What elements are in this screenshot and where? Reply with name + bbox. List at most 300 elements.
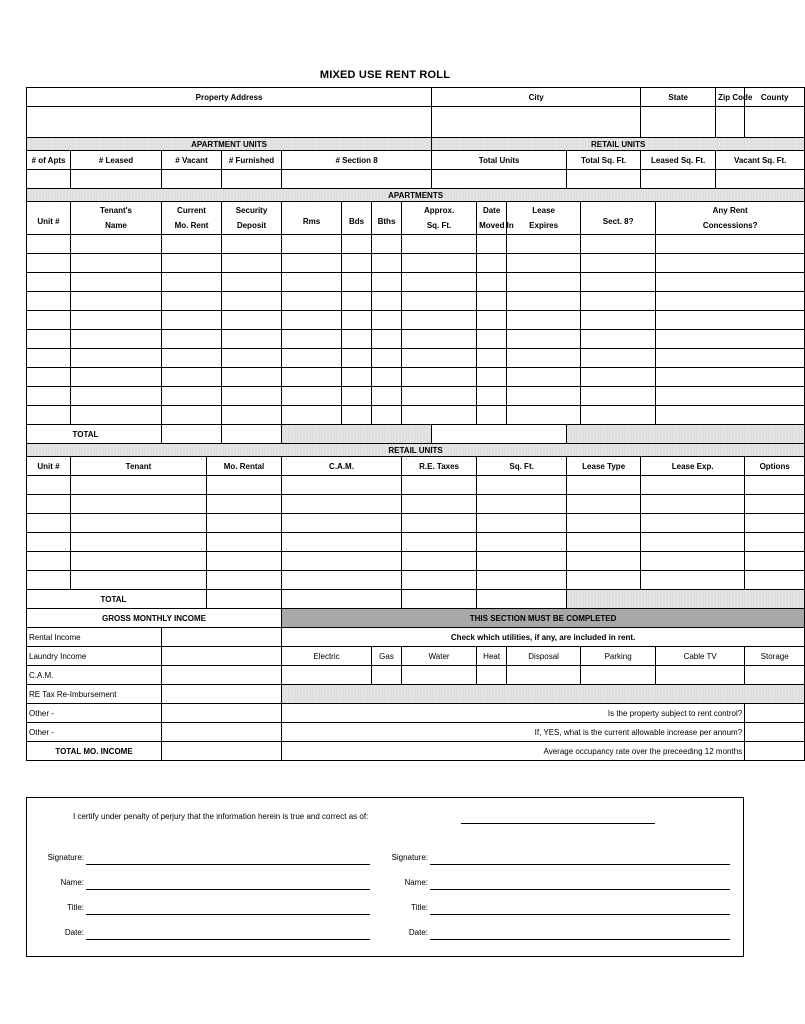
apt-cell-moved-in[interactable] <box>477 254 507 273</box>
apt-cell-beds[interactable] <box>342 292 372 311</box>
signature-line-right[interactable] <box>430 864 730 865</box>
signature-label-left: Signature: <box>47 853 84 862</box>
retail-cell-lease-type[interactable] <box>567 476 641 495</box>
section8-count-label: # Section 8 <box>282 151 432 170</box>
retail-header-row <box>27 457 805 476</box>
title-label-left: Title: <box>66 903 84 912</box>
name-line-left[interactable] <box>86 889 370 890</box>
retail-row <box>27 476 805 495</box>
utility-heat-check[interactable] <box>477 666 507 685</box>
apt-cell-unit[interactable] <box>27 368 71 387</box>
apartment-row <box>27 311 805 330</box>
apt-cell-unit[interactable] <box>27 406 71 425</box>
retail-cell-options[interactable] <box>745 476 805 495</box>
apt-cell-sect8[interactable] <box>581 254 656 273</box>
apt-cell-sect8[interactable] <box>581 349 656 368</box>
income-field-cam[interactable] <box>162 666 282 685</box>
apt-cell-lease-expires[interactable] <box>507 387 581 406</box>
apt-cell-rooms[interactable] <box>282 406 342 425</box>
apt-total-blank <box>27 425 71 444</box>
zip-field[interactable] <box>716 107 745 138</box>
total-units-label: Total Units <box>432 151 567 170</box>
retail-cell-unit[interactable] <box>27 495 71 514</box>
apt-cell-name[interactable] <box>71 235 162 254</box>
apt-cell-baths[interactable] <box>372 273 402 292</box>
retail-col-lease-exp: Lease Exp. <box>641 457 745 476</box>
retail-cell-lease-exp[interactable] <box>641 514 745 533</box>
total-income-label: TOTAL MO. INCOME <box>27 742 162 761</box>
retail-cell-unit[interactable] <box>27 476 71 495</box>
apt-cell-moved-in[interactable] <box>477 330 507 349</box>
signature-line-left[interactable] <box>86 864 370 865</box>
zip-label: Zip Code <box>716 88 745 107</box>
retail-total-blank <box>27 590 71 609</box>
utility-storage-label: Storage <box>745 647 805 666</box>
apt-cell-baths[interactable] <box>372 330 402 349</box>
retail-total-cam[interactable] <box>282 590 402 609</box>
apt-cell-sqft[interactable] <box>402 406 477 425</box>
retail-total-sqft[interactable] <box>477 590 567 609</box>
retail-cell-taxes[interactable] <box>402 495 477 514</box>
apt-cell-lease-expires[interactable] <box>507 330 581 349</box>
retail-cell-tenant[interactable] <box>71 571 207 590</box>
apt-col-deposit: Security Deposit <box>222 202 282 235</box>
apt-cell-lease-expires[interactable] <box>507 235 581 254</box>
apt-col-moved-in: Date Moved In <box>477 202 507 235</box>
apt-cell-baths[interactable] <box>372 406 402 425</box>
apt-cell-rent[interactable] <box>162 292 222 311</box>
total-income-field[interactable] <box>162 742 282 761</box>
apt-cell-name[interactable] <box>71 387 162 406</box>
apt-cell-sect8[interactable] <box>581 406 656 425</box>
retail-cell-tenant[interactable] <box>71 476 207 495</box>
retail-cell-tenant[interactable] <box>71 552 207 571</box>
retail-cell-unit[interactable] <box>27 552 71 571</box>
apt-cell-moved-in[interactable] <box>477 387 507 406</box>
apt-cell-lease-expires[interactable] <box>507 254 581 273</box>
apt-cell-lease-expires[interactable] <box>507 292 581 311</box>
apt-cell-moved-in[interactable] <box>477 349 507 368</box>
apt-cell-rooms[interactable] <box>282 330 342 349</box>
apt-cell-deposit[interactable] <box>222 349 282 368</box>
apartment-row <box>27 387 805 406</box>
income-field-other-1[interactable] <box>162 704 282 723</box>
apt-cell-sqft[interactable] <box>402 368 477 387</box>
apt-cell-unit[interactable] <box>27 254 71 273</box>
apt-cell-beds[interactable] <box>342 273 372 292</box>
apt-col-name: Tenant's Name <box>71 202 162 235</box>
apt-cell-moved-in[interactable] <box>477 406 507 425</box>
retail-cell-options[interactable] <box>745 533 805 552</box>
apt-cell-concessions[interactable] <box>656 368 805 387</box>
signature-label-right: Signature: <box>391 853 428 862</box>
apt-cell-deposit[interactable] <box>222 311 282 330</box>
apt-cell-sqft[interactable] <box>402 330 477 349</box>
apt-col-unit: Unit # <box>27 202 71 235</box>
apt-cell-deposit[interactable] <box>222 387 282 406</box>
retail-col-sqft: Sq. Ft. <box>477 457 567 476</box>
retail-total-row <box>27 590 805 609</box>
income-label-re-tax: RE Tax Re-Imbursement <box>27 685 162 704</box>
apt-cell-deposit[interactable] <box>222 235 282 254</box>
apt-col-lease-expires: Lease Expires <box>507 202 581 235</box>
apt-cell-sqft[interactable] <box>402 254 477 273</box>
retail-cell-lease-type[interactable] <box>567 552 641 571</box>
leased-sqft-label: Leased Sq. Ft. <box>641 151 716 170</box>
title-line-right[interactable] <box>430 914 730 915</box>
retail-cell-rental[interactable] <box>207 571 282 590</box>
apt-cell-beds[interactable] <box>342 406 372 425</box>
retail-cell-sqft[interactable] <box>477 552 567 571</box>
retail-cell-tenant[interactable] <box>71 495 207 514</box>
retail-cell-lease-exp[interactable] <box>641 571 745 590</box>
apt-cell-beds[interactable] <box>342 311 372 330</box>
retail-cell-taxes[interactable] <box>402 514 477 533</box>
retail-cell-taxes[interactable] <box>402 571 477 590</box>
retail-cell-unit[interactable] <box>27 533 71 552</box>
utility-storage-check[interactable] <box>745 666 805 685</box>
utility-cable-check[interactable] <box>656 666 745 685</box>
occupancy-question: Average occupancy rate over the preceeding 12 months <box>282 742 745 761</box>
apt-cell-concessions[interactable] <box>656 330 805 349</box>
apt-cell-sqft[interactable] <box>402 311 477 330</box>
apt-cell-sect8[interactable] <box>581 273 656 292</box>
retail-total-label: TOTAL <box>71 590 207 609</box>
apt-cell-concessions[interactable] <box>656 292 805 311</box>
utility-electric-check[interactable] <box>282 666 372 685</box>
apt-cell-sqft[interactable] <box>402 235 477 254</box>
furnished-count-field[interactable] <box>222 170 282 189</box>
apt-cell-baths[interactable] <box>372 349 402 368</box>
apt-cell-moved-in[interactable] <box>477 235 507 254</box>
utility-parking-label: Parking <box>581 647 656 666</box>
apt-cell-rent[interactable] <box>162 235 222 254</box>
apt-cell-rooms[interactable] <box>282 368 342 387</box>
apt-cell-sqft[interactable] <box>402 387 477 406</box>
apt-cell-rooms[interactable] <box>282 273 342 292</box>
retail-row <box>27 552 805 571</box>
retail-cell-rental[interactable] <box>207 495 282 514</box>
retail-cell-rental[interactable] <box>207 533 282 552</box>
apt-cell-deposit[interactable] <box>222 292 282 311</box>
apt-cell-baths[interactable] <box>372 368 402 387</box>
utility-parking-check[interactable] <box>581 666 656 685</box>
apt-cell-lease-expires[interactable] <box>507 273 581 292</box>
apt-cell-unit[interactable] <box>27 349 71 368</box>
retail-total-rental[interactable] <box>207 590 282 609</box>
apt-cell-name[interactable] <box>71 292 162 311</box>
apt-cell-name[interactable] <box>71 406 162 425</box>
apt-cell-unit[interactable] <box>27 311 71 330</box>
apt-cell-baths[interactable] <box>372 235 402 254</box>
retail-cell-sqft[interactable] <box>477 571 567 590</box>
apt-cell-lease-expires[interactable] <box>507 349 581 368</box>
apartment-row <box>27 349 805 368</box>
total-sqft-field[interactable] <box>567 170 641 189</box>
apt-cell-concessions[interactable] <box>656 235 805 254</box>
income-field-laundry[interactable] <box>162 647 282 666</box>
retail-cell-lease-type[interactable] <box>567 514 641 533</box>
vacant-count-field[interactable] <box>162 170 222 189</box>
section-shaded-spacer <box>282 685 805 704</box>
vacant-sqft-field[interactable] <box>716 170 805 189</box>
leased-count-field[interactable] <box>71 170 162 189</box>
retail-cell-tenant[interactable] <box>71 514 207 533</box>
apt-cell-concessions[interactable] <box>656 311 805 330</box>
apt-cell-sect8[interactable] <box>581 368 656 387</box>
retail-cell-rental[interactable] <box>207 476 282 495</box>
title-line-left[interactable] <box>86 914 370 915</box>
retail-cell-lease-type[interactable] <box>567 571 641 590</box>
income-label-other-1: Other - <box>27 704 162 723</box>
property-address-label: Property Address <box>27 88 432 107</box>
total-units-field[interactable] <box>432 170 567 189</box>
apt-cell-unit[interactable] <box>27 387 71 406</box>
retail-cell-taxes[interactable] <box>402 552 477 571</box>
apt-col-baths: Bths <box>372 202 402 235</box>
certification-box <box>26 797 744 957</box>
apt-cell-concessions[interactable] <box>656 254 805 273</box>
apt-cell-rooms[interactable] <box>282 235 342 254</box>
apts-count-field[interactable] <box>27 170 71 189</box>
property-address-field[interactable] <box>27 107 432 138</box>
apt-cell-beds[interactable] <box>342 254 372 273</box>
apt-cell-moved-in[interactable] <box>477 311 507 330</box>
apt-cell-sqft[interactable] <box>402 292 477 311</box>
retail-cell-lease-type[interactable] <box>567 495 641 514</box>
apt-cell-moved-in[interactable] <box>477 368 507 387</box>
apt-cell-beds[interactable] <box>342 349 372 368</box>
date-label-right: Date: <box>408 928 428 937</box>
apt-cell-deposit[interactable] <box>222 330 282 349</box>
apartments-heading: APARTMENTS <box>27 189 805 202</box>
apt-cell-name[interactable] <box>71 273 162 292</box>
certification-date-line[interactable] <box>461 823 655 824</box>
apartment-row <box>27 235 805 254</box>
apt-cell-rent[interactable] <box>162 368 222 387</box>
apt-cell-baths[interactable] <box>372 254 402 273</box>
total-sqft-label: Total Sq. Ft. <box>567 151 641 170</box>
rent-control-answer[interactable] <box>745 704 805 723</box>
retail-total-shaded <box>567 590 805 609</box>
retail-cell-sqft[interactable] <box>477 476 567 495</box>
apt-cell-sqft[interactable] <box>402 349 477 368</box>
apt-cell-baths[interactable] <box>372 311 402 330</box>
apt-cell-concessions[interactable] <box>656 273 805 292</box>
retail-cell-unit[interactable] <box>27 514 71 533</box>
apt-total-deposit[interactable] <box>222 425 282 444</box>
apt-cell-rent[interactable] <box>162 273 222 292</box>
occupancy-answer[interactable] <box>745 742 805 761</box>
retail-cell-cam[interactable] <box>282 552 402 571</box>
apartment-units-heading: APARTMENT UNITS <box>27 138 432 151</box>
apt-cell-deposit[interactable] <box>222 368 282 387</box>
apt-cell-unit[interactable] <box>27 292 71 311</box>
utility-water-check[interactable] <box>402 666 477 685</box>
gross-income-heading: GROSS MONTHLY INCOME <box>27 609 282 628</box>
apt-cell-lease-expires[interactable] <box>507 406 581 425</box>
utility-electric-label: Electric <box>282 647 372 666</box>
utility-water-label: Water <box>402 647 477 666</box>
apt-cell-sqft[interactable] <box>402 273 477 292</box>
apt-cell-rooms[interactable] <box>282 387 342 406</box>
retail-total-taxes[interactable] <box>402 590 477 609</box>
retail-cell-sqft[interactable] <box>477 495 567 514</box>
must-complete-heading: THIS SECTION MUST BE COMPLETED <box>282 609 805 628</box>
apartment-row <box>27 254 805 273</box>
apt-cell-concessions[interactable] <box>656 349 805 368</box>
apt-cell-rent[interactable] <box>162 330 222 349</box>
apt-cell-rent[interactable] <box>162 311 222 330</box>
retail-cell-cam[interactable] <box>282 476 402 495</box>
apt-cell-deposit[interactable] <box>222 273 282 292</box>
retail-row <box>27 495 805 514</box>
apt-cell-baths[interactable] <box>372 292 402 311</box>
city-field[interactable] <box>432 107 641 138</box>
utility-gas-label: Gas <box>372 647 402 666</box>
apt-cell-name[interactable] <box>71 330 162 349</box>
increase-answer[interactable] <box>745 723 805 742</box>
retail-cell-unit[interactable] <box>27 571 71 590</box>
apt-cell-baths[interactable] <box>372 387 402 406</box>
leased-count-label: # Leased <box>71 151 162 170</box>
retail-cell-lease-type[interactable] <box>567 533 641 552</box>
apt-col-concessions: Any Rent Concessions? <box>656 202 805 235</box>
income-field-other-2[interactable] <box>162 723 282 742</box>
apt-cell-beds[interactable] <box>342 330 372 349</box>
retail-cell-cam[interactable] <box>282 533 402 552</box>
income-label-cam: C.A.M. <box>27 666 162 685</box>
retail-cell-rental[interactable] <box>207 552 282 571</box>
apt-cell-beds[interactable] <box>342 368 372 387</box>
retail-col-taxes: R.E. Taxes <box>402 457 477 476</box>
retail-cell-options[interactable] <box>745 552 805 571</box>
apt-total-shaded-2 <box>567 425 805 444</box>
retail-cell-options[interactable] <box>745 514 805 533</box>
title-label-right: Title: <box>410 903 428 912</box>
apt-cell-deposit[interactable] <box>222 406 282 425</box>
apt-cell-beds[interactable] <box>342 387 372 406</box>
apt-cell-unit[interactable] <box>27 235 71 254</box>
apt-cell-rooms[interactable] <box>282 349 342 368</box>
retail-cell-rental[interactable] <box>207 514 282 533</box>
city-label: City <box>432 88 641 107</box>
apt-col-rent: Current Mo. Rent <box>162 202 222 235</box>
date-label-left: Date: <box>64 928 84 937</box>
retail-cell-cam[interactable] <box>282 571 402 590</box>
retail-row <box>27 571 805 590</box>
apt-cell-lease-expires[interactable] <box>507 368 581 387</box>
retail-cell-cam[interactable] <box>282 495 402 514</box>
retail-cell-lease-exp[interactable] <box>641 533 745 552</box>
leased-sqft-field[interactable] <box>641 170 716 189</box>
name-line-right[interactable] <box>430 889 730 890</box>
retail-cell-taxes[interactable] <box>402 476 477 495</box>
section8-count-field[interactable] <box>282 170 432 189</box>
apt-cell-concessions[interactable] <box>656 387 805 406</box>
apt-total-label: TOTAL <box>71 425 162 444</box>
apt-cell-sect8[interactable] <box>581 330 656 349</box>
apartments-header-row <box>27 202 805 235</box>
apt-cell-rent[interactable] <box>162 349 222 368</box>
apt-cell-rooms[interactable] <box>282 254 342 273</box>
apt-cell-sect8[interactable] <box>581 292 656 311</box>
apt-cell-rent[interactable] <box>162 406 222 425</box>
state-field[interactable] <box>641 107 716 138</box>
retail-cell-sqft[interactable] <box>477 514 567 533</box>
retail-row <box>27 514 805 533</box>
apt-cell-name[interactable] <box>71 368 162 387</box>
apt-cell-deposit[interactable] <box>222 254 282 273</box>
apt-cell-rooms[interactable] <box>282 292 342 311</box>
retail-cell-lease-exp[interactable] <box>641 476 745 495</box>
form-title: MIXED USE RENT ROLL <box>319 69 451 81</box>
apt-cell-unit[interactable] <box>27 330 71 349</box>
apartment-row <box>27 368 805 387</box>
retail-col-tenant: Tenant <box>71 457 207 476</box>
retail-col-cam: C.A.M. <box>282 457 402 476</box>
income-label-laundry: Laundry Income <box>27 647 162 666</box>
county-label: County <box>745 88 805 107</box>
apt-total-sqft[interactable] <box>432 425 567 444</box>
apt-cell-name[interactable] <box>71 254 162 273</box>
apt-cell-name[interactable] <box>71 311 162 330</box>
income-label-rental: Rental Income <box>27 628 162 647</box>
apt-cell-rooms[interactable] <box>282 311 342 330</box>
apt-cell-lease-expires[interactable] <box>507 311 581 330</box>
county-field[interactable] <box>745 107 805 138</box>
retail-col-lease-type: Lease Type <box>567 457 641 476</box>
income-field-rental[interactable] <box>162 628 282 647</box>
apt-cell-beds[interactable] <box>342 235 372 254</box>
retail-cell-taxes[interactable] <box>402 533 477 552</box>
date-line-right[interactable] <box>430 939 730 940</box>
apt-cell-sect8[interactable] <box>581 387 656 406</box>
retail-cell-lease-exp[interactable] <box>641 552 745 571</box>
utility-disposal-check[interactable] <box>507 666 581 685</box>
retail-cell-cam[interactable] <box>282 514 402 533</box>
retail-cell-options[interactable] <box>745 571 805 590</box>
apt-cell-rent[interactable] <box>162 387 222 406</box>
apt-cell-concessions[interactable] <box>656 406 805 425</box>
apt-total-rent[interactable] <box>162 425 222 444</box>
utilities-prompt: Check which utilities, if any, are included in rent. <box>282 628 805 647</box>
apartment-row <box>27 406 805 425</box>
apt-cell-sect8[interactable] <box>581 235 656 254</box>
utility-gas-check[interactable] <box>372 666 402 685</box>
apt-col-beds: Bds <box>342 202 372 235</box>
apt-cell-sect8[interactable] <box>581 311 656 330</box>
retail-col-options: Options <box>745 457 805 476</box>
retail-cell-lease-exp[interactable] <box>641 495 745 514</box>
apt-cell-rent[interactable] <box>162 254 222 273</box>
apartment-row <box>27 292 805 311</box>
retail-col-rental: Mo. Rental <box>207 457 282 476</box>
retail-cell-sqft[interactable] <box>477 533 567 552</box>
retail-cell-tenant[interactable] <box>71 533 207 552</box>
apt-cell-moved-in[interactable] <box>477 273 507 292</box>
retail-units-heading: RETAIL UNITS <box>27 444 805 457</box>
retail-cell-options[interactable] <box>745 495 805 514</box>
apt-cell-name[interactable] <box>71 349 162 368</box>
income-field-re-tax[interactable] <box>162 685 282 704</box>
apt-col-sect8: Sect. 8? <box>581 202 656 235</box>
apt-cell-unit[interactable] <box>27 273 71 292</box>
date-line-left[interactable] <box>86 939 370 940</box>
retail-units-summary-heading: RETAIL UNITS <box>432 138 805 151</box>
apt-cell-moved-in[interactable] <box>477 292 507 311</box>
utility-cable-label: Cable TV <box>656 647 745 666</box>
